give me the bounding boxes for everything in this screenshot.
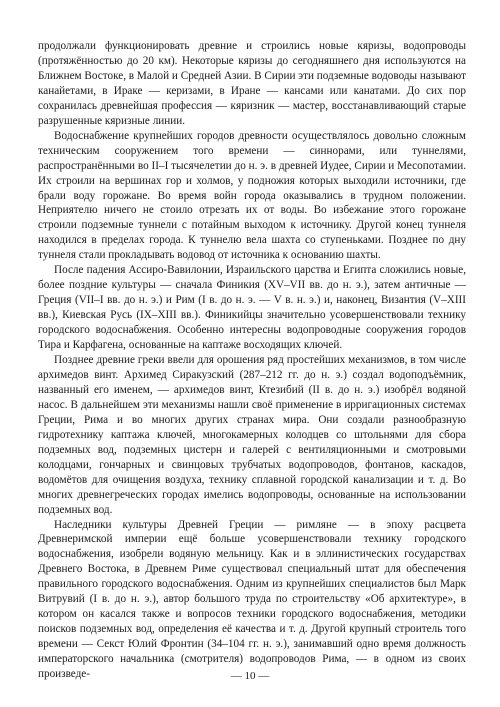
paragraph-2: Водоснабжение крупнейших городов древности осуществлялось довольно сложным техническим сооружением того времени — синнорами, или туннелями, распространёнными во II–I тысячелетии до н. э. в древней Иудее, Сирии и Месопотамии. Их строили на вершинах гор и холмов, у подножия которых выходили источники, где брали воду горожане. Во время войн города оказывались в трудном положении. Неприятелю ничего не стоило отрезать их от воды. Во избежание этого горожане строили подземные туннели с потайным выходом к источнику. Другой конец туннеля находился в пределах города. К туннелю вела шахта со ступеньками. Позднее по дну туннеля стали прокладывать водовод от источника к основанию шахты. <box>38 129 466 262</box>
page-body <box>38 39 466 682</box>
paragraph-5: Наследники культуры Древней Греции — римляне — в эпоху расцвета Древнеримской империи ещё больше усовершенствовали технику городского водоснабжения, изобрели водяную мельницу. Как и в эллинистических государствах Древнего Востока, в Древнем Риме существовал специальный штат для обеспечения правильного городского водоснабжения. Одним из крупнейших специалистов был Марк Витрувий (I в. до н. э.), автор большого труда по строительству «Об архитектуре», в котором он касался также и вопросов техники городского водоснабжения, методики поисков подземных вод, определения её качества и т. д. Другой крупный строитель того времени — Секст Юлий Фронтин (34–104 гг. н. э.), занимавший одно время должность императорского начальника (смотрителя) водопроводов Рима, — в одном из своих произведе- <box>38 518 466 681</box>
page-number: — 10 — <box>230 670 270 682</box>
paragraph-3: После падения Ассиро-Вавилонии, Израильского царства и Египта сложились новые, более поздние культуры — сначала Финикия (XV–VII вв. до н. э.), затем античные — Греция (VII–I вв. до н. э.) и Рим (I в. до н. э. — V в. н. э.) и, наконец, Византия (V–XIII вв.), Киевская Русь (IX–XIII вв.). Финикийцы значительно усовершенствовали технику городского водоснабжения. Особенно интересны водопроводные сооружения городов Тира и Карфагена, основанные на каптаже восходящих ключей. <box>38 264 466 352</box>
paragraph-4: Позднее древние греки ввели для орошения ряд простейших механизмов, в том числе архимедов винт. Архимед Сиракузский (287–212 гг. до н. э.) создал водоподъёмник, названный его именем, — архимедов винт, Ктезибий (II в. до н. э.) изобрёл водяной насос. В дальнейшем эти механизмы нашли своё применение в ирригационных системах Греции, Рима и во многих других странах мира. Они создали разнообразную гидротехнику каптажа ключей, многокамерных колодцев со штольнями для сбора подземных вод, подземных цистерн и галерей с вентиляционными и смотровыми колодцами, гончарных и свинцовых трубчатых водопроводов, фонтанов, каскадов, водомётов для очищения воздуха, технику сплавной городской канализации и т. д. Во многих древнегреческих городах имелись водопроводы, основанные на использовании подземных вод. <box>38 354 466 516</box>
paragraph-1: продолжали функционировать древние и строились новые кяризы, водопроводы (протяжённостью до 20 км). Некоторые кяризы до сегодняшнего дня используются на Ближнем Востоке, в Малой и Средней Азии. В Сирии эти подземные водоводы называют канайетами, в Ираке — керизами, в Иране — кансами или канатами. До сих пор сохранилась древнейшая профессия — кяризник — мастер, восстанавливающий старые разрушенные кяризные линии. <box>38 40 466 127</box>
